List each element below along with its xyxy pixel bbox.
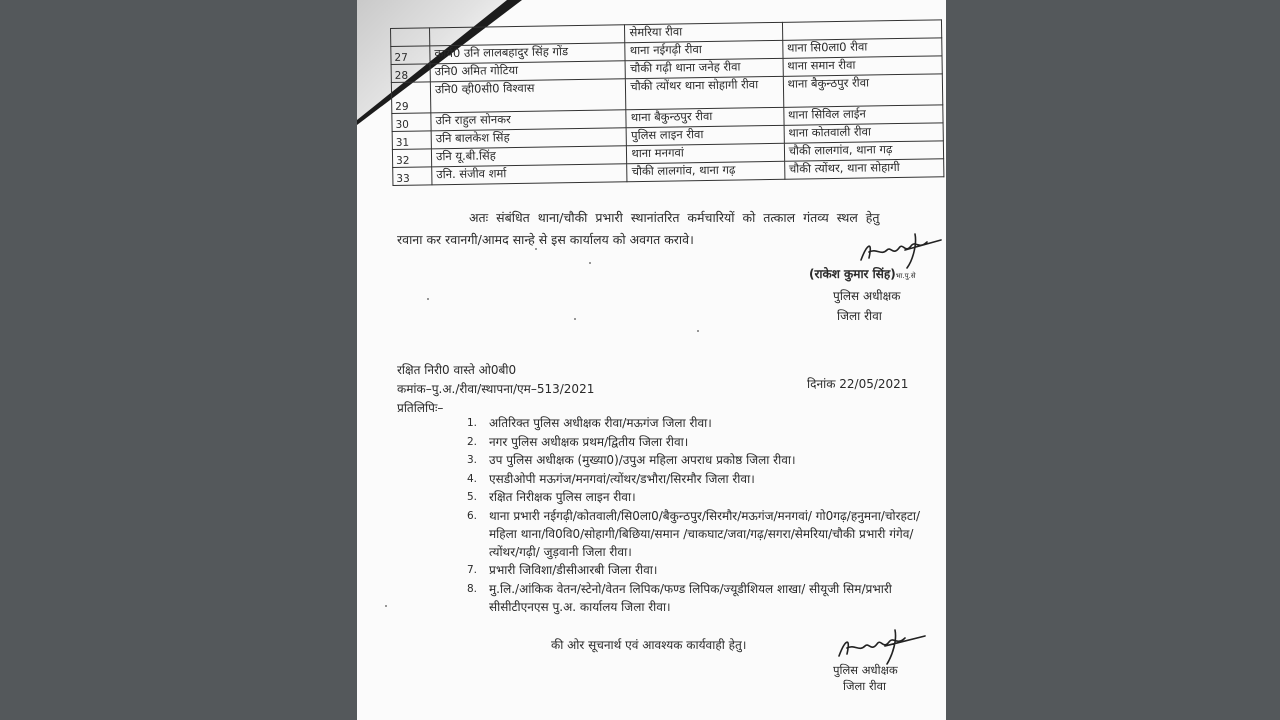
from-post: पुलिस लाइन रीवा — [627, 125, 785, 145]
paper-speck — [589, 262, 591, 264]
list-item — [467, 433, 932, 451]
item-text: मु.लि./आंकिक वेतन/स्टेनो/वेतन लिपिक/फण्ड लिपिक/ज्यूडीशियल शाखा/ सीयूजी सिम/प्रभारी सीसीटीएनएस पु.अ. कार्यालय जिला रीवा। — [489, 581, 892, 614]
officer-signature-name: (राकेश कुमार सिंह) — [809, 267, 896, 281]
to-post: थाना सिविल लाईन — [783, 105, 943, 126]
copy-recipients-list — [467, 414, 932, 616]
to-post: थाना बैकुन्ठपुर रीवा — [783, 74, 943, 107]
paper-speck — [535, 248, 537, 250]
from-post: चौकी लालगांव, थाना गढ़ — [627, 161, 785, 181]
row-number: 28 — [391, 64, 430, 83]
from-post: थाना मनगवां — [627, 143, 785, 163]
officer-name: कार्य0 उनि लालबहादुर सिंह गोंड — [430, 43, 626, 64]
paper-speck — [574, 318, 576, 320]
row-number: 33 — [393, 167, 432, 186]
to-post: चौकी त्योंथर, थाना सोहागी — [784, 159, 944, 180]
item-number: 3. — [467, 454, 478, 466]
paper-speck — [385, 605, 387, 607]
item-number: 4. — [467, 472, 478, 485]
item-text: रक्षित निरीक्षक पुलिस लाइन रीवा। — [489, 490, 636, 504]
to-post: थाना कोतवाली रीवा — [784, 123, 944, 144]
to-post: थाना सि0ला0 रीवा — [782, 38, 942, 59]
officer-name: उनि. संजीव शर्मा — [432, 164, 628, 185]
officer-name: उनि बालकेश सिंह — [431, 128, 627, 149]
from-post: चौकी त्योंथर थाना सोहागी रीवा — [626, 76, 784, 109]
list-item — [467, 451, 932, 469]
item-text: एसडीओपी मऊगंज/मनगवां/त्योंथर/डभौरा/सिरमौर जिला रीवा। — [489, 471, 755, 486]
memo-reference-number: कमांक–पु.अ./रीवा/स्थापना/एम–513/2021 — [397, 382, 595, 396]
item-text: उप पुलिस अधीक्षक (मुख्या0)/उपुअ महिला अपराध प्रकोष्ठ जिला रीवा। — [489, 453, 796, 467]
signature-district: जिला रीवा — [837, 309, 882, 323]
to-post: चौकी लालगांव, थाना गढ़ — [784, 141, 944, 162]
paper-speck — [427, 298, 429, 300]
service-suffix: भा.पु.से — [895, 272, 916, 280]
officer-name: उनि0 व्ही0सी0 विश्वास — [430, 79, 626, 113]
item-number: 6. — [467, 509, 478, 522]
item-number: 1. — [467, 417, 478, 429]
signature-block — [809, 264, 916, 326]
item-number: 8. — [467, 582, 478, 595]
row-number: 32 — [392, 149, 431, 168]
document-page — [357, 0, 946, 720]
row-number: 31 — [392, 131, 431, 150]
item-text: प्रभारी जिविशा/डीसीआरबी जिला रीवा। — [489, 563, 658, 577]
signature-designation: पुलिस अधीक्षक — [833, 289, 901, 303]
row-number: 27 — [391, 46, 430, 65]
copy-to-label: प्रतिलिपिः– — [397, 401, 444, 415]
row-number — [391, 28, 430, 47]
from-post: सेमरिया रीवा — [625, 22, 783, 42]
forwarding-note: की ओर सूचनार्थ एवं आवश्यक कार्यवाही हेतु। — [551, 638, 747, 652]
list-item — [467, 580, 932, 616]
item-text: थाना प्रभारी नईगढ़ी/कोतवाली/सि0ला0/बैकुन्ठपुर/सिरमौर/मऊगंज/मनगवां/ गो0गढ़/हनुमना/चोरहटा/महिला थाना/वि0वि0/सोहागी/बिछिया/समान /चाकघाट/जवा/गढ़/सगरा/सेमरिया/चौकी प्रभारी गंगेव/त्योंथर/गढ़ी/ जुड़वानी जिला रीवा। — [489, 508, 921, 559]
memo-addressee: रक्षित निरी0 वास्ते ओ0बी0 — [397, 363, 517, 377]
memo-date: दिनांक 22/05/2021 — [807, 377, 909, 391]
list-item — [467, 561, 932, 579]
item-text: अतिरिक्त पुलिस अधीक्षक रीवा/मऊगंज जिला रीवा। — [489, 416, 712, 430]
row-number: 29 — [391, 82, 431, 114]
row-number: 30 — [392, 113, 431, 132]
officer-name: उनि राहुल सोनकर — [431, 110, 627, 131]
officer-name: उनि यू.बी.सिंह — [431, 146, 627, 167]
paper-speck — [697, 330, 699, 332]
from-post: चौकी गढ़ी थाना जनेह रीवा — [625, 58, 783, 78]
transfer-table — [390, 19, 944, 186]
signature-block-2 — [833, 662, 898, 694]
to-post: थाना समान रीवा — [783, 56, 943, 77]
list-item — [467, 488, 932, 506]
item-text: नगर पुलिस अधीक्षक प्रथम/द्वितीय जिला रीवा। — [489, 434, 689, 449]
order-line-2: रवाना कर रवानगी/आमद सान्हे से इस कार्यालय को अवगत करावे। — [397, 232, 694, 247]
from-post: थाना बैकुन्ठपुर रीवा — [626, 107, 784, 127]
list-item — [467, 414, 932, 432]
signature-designation: पुलिस अधीक्षक — [833, 663, 898, 677]
order-line-1: अतः संबंधित थाना/चौकी प्रभारी स्थानांतरित कर्मचारियों को तत्काल गंतव्य स्थल हेतु — [469, 210, 880, 225]
item-number: 7. — [467, 564, 478, 576]
officer-name: उनि0 अमित गोटिया — [430, 61, 626, 82]
item-number: 5. — [467, 491, 478, 503]
from-post: थाना नईगढ़ी रीवा — [625, 40, 783, 60]
list-item — [467, 470, 932, 488]
signature-district: जिला रीवा — [843, 679, 886, 693]
list-item — [467, 507, 932, 561]
item-number: 2. — [467, 435, 478, 448]
